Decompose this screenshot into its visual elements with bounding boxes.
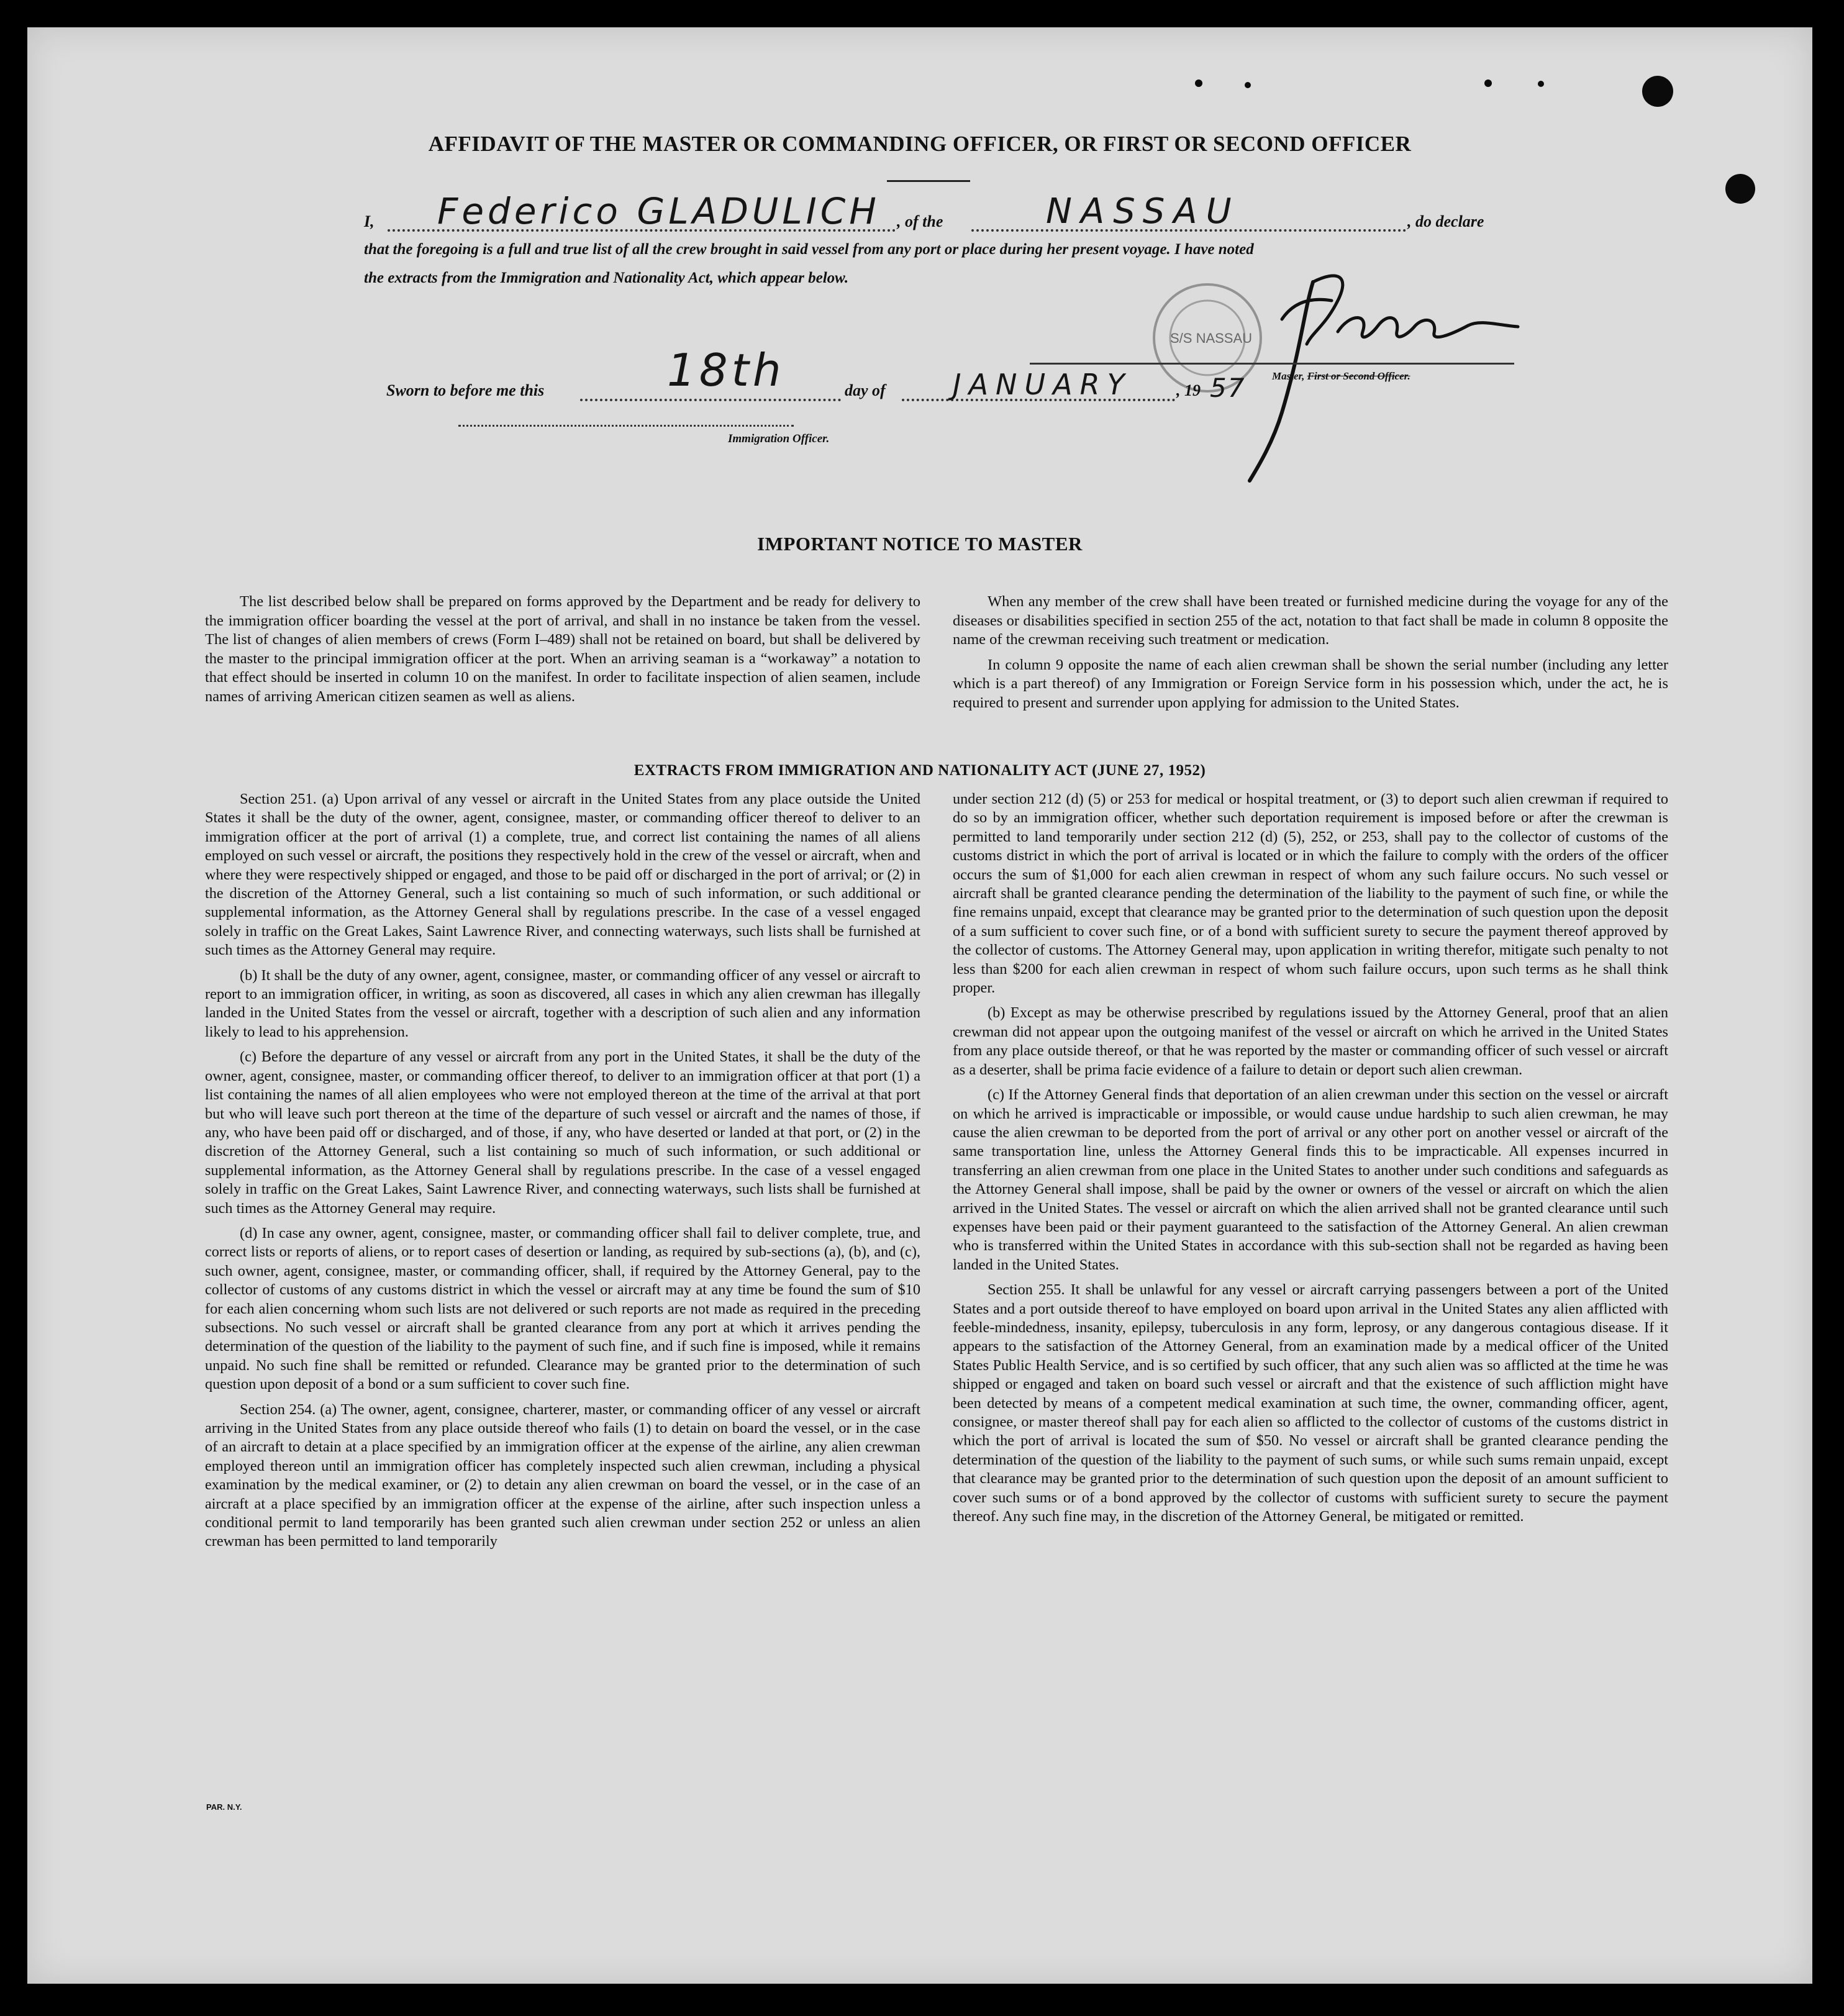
section-251b: (b) It shall be the duty of any owner, agent, consignee, master, or commanding officer of any vessel or aircraft to report to an immigration officer, in writing, as soon as discovered, all cases in which any alien crewman has illegally landed in the United States from the vessel or aircraft, together with a description of such alien and any information likely to lead to his apprehension. xyxy=(205,966,920,1040)
speck-mark xyxy=(1484,79,1492,87)
day-of-label: day of xyxy=(845,381,886,399)
struck-officer-text: First or Second Officer. xyxy=(1307,370,1410,382)
extracts-title: EXTRACTS FROM IMMIGRATION AND NATIONALITY ACT (JUNE 27, 1952) xyxy=(634,762,1206,779)
punch-hole xyxy=(1642,76,1673,107)
master-signature-line xyxy=(1030,363,1514,365)
of-the-label: , of the xyxy=(897,212,943,230)
notice-right-column xyxy=(953,593,1668,719)
section-254a-continued: under section 212 (d) (5) or 253 for medical or hospital treatment, or (3) to deport such alien crewman if required to do so by an immigration officer, whether such deportation requirement is imposed before or after the crewman is permitted to land temporarily under section 212 (d) (5), 252, or 253, shall pay to the collector of customs of the customs district in which the port of arrival is located or in which the failure to comply with the orders of the officer occurs the sum of $1,000 for each alien crewman in respect of whom any such failure occurs. No such vessel or aircraft shall be granted clearance pending the determination of the liability to the payment of such fine, or while the fine remains unpaid, except that clearance may be granted prior to the determination of such question upon the deposit of a sum sufficient to cover such fine, or of a bond with sufficient surety to secure the payment thereof approved by the collector of customs. The Attorney General may, upon application in writing therefor, mitigate such penalty to not less than $200 for each alien crewman in respect of whom such failure occurs, upon such terms as he shall think proper. xyxy=(953,791,1668,997)
sworn-month-handwritten: JANUARY xyxy=(953,368,1132,401)
stamp-text: S/S NASSAU xyxy=(1170,330,1253,346)
punch-hole xyxy=(1725,174,1755,204)
notice-left-paragraph: The list described below shall be prepared on forms approved by the Department and be ready for delivery to the immigration officer boarding the vessel at the port of arrival, and shall in no instance be taken from the vessel. The list of changes of alien members of crews (Form I–489) shall not be retained on board, but shall be delivered by the master to the principal immigration officer at the port. When an arriving seaman is a “workaway” a notation to that effect should be inserted in column 10 on the manifest. In order to facilitate inspection of alien seamen, include names of arriving American citizen seamen as well as aliens. xyxy=(205,593,920,705)
notice-right-paragraph-2: In column 9 opposite the name of each alien crewman shall be shown the serial number (including any letter which is a part thereof) of any Immigration or Foreign Service form in his possession which, under the act, he is required to present and surrender upon applying for admission to the United States. xyxy=(953,656,1668,711)
sworn-day-line xyxy=(580,399,841,401)
section-254b: (b) Except as may be otherwise prescribed by regulations issued by the Attorney General, proof that an alien crewman did not appear upon the outgoing manifest of the vessel or aircraft on which he arrived in the United States from any place outside thereof, or that he was reported by the master or commanding officer of such vessel or aircraft as a deserter, shall be prima facie evidence of a failure to detain or deport such alien crewman. xyxy=(953,1004,1668,1078)
year-prefix: , 19 xyxy=(1176,381,1201,399)
document-page xyxy=(27,27,1812,1984)
section-251c: (c) Before the departure of any vessel or aircraft from any port in the United States, it shall be the duty of the owner, agent, consignee, master, or commanding officer thereof, to deliver to an immigration officer at that port (1) a list containing the names of all alien employees who were not employed thereon at the time of the arrival at that port but who will leave such port thereon at the time of the departure of such vessel or aircraft and the names of those, if any, who have been paid off or discharged, and of those, if any, who have deserted or landed at that port, or (2) in the discretion of the Attorney General, such a list containing so much of such information, or such additional or supplemental information, as the Attorney General shall by regulations prescribe. In the case of a vessel engaged solely in traffic on the Great Lakes, Saint Lawrence River, and connecting waterways, such lists shall be furnished at such times as the Attorney General may require. xyxy=(205,1048,920,1217)
statement-line-2: the extracts from the Immigration and Nationality Act, which appear below. xyxy=(364,270,849,286)
notice-left-column xyxy=(205,593,920,713)
section-251a: Section 251. (a) Upon arrival of any vessel or aircraft in the United States from any place outside the United States it shall be the duty of the owner, agent, consignee, master, or commanding officer thereof to deliver to an immigration officer at the port of arrival (1) a complete, true, and correct list containing the names of all aliens employed on such vessel or aircraft, the positions they respectively hold in the crew of the vessel or aircraft, when and where they were respectively shipped or engaged, and those to be paid off or discharged in the port of arrival; or (2) in the discretion of the Attorney General, such a list containing so much of such information, or such additional or supplemental information, as the Attorney General shall by regulations prescribe. In the case of a vessel engaged solely in traffic on the Great Lakes, Saint Lawrence River, and connecting waterways, such lists shall be furnished at such times as the Attorney General may require. xyxy=(205,791,920,959)
title-rule xyxy=(887,180,970,182)
affidavit-title: AFFIDAVIT OF THE MASTER OR COMMANDING OFFICER, OR FIRST OR SECOND OFFICER xyxy=(428,132,1412,156)
extracts-left-column xyxy=(205,790,920,1558)
year-suffix-handwritten: 57 xyxy=(1210,373,1246,403)
speck-mark xyxy=(1245,82,1251,88)
sworn-label: Sworn to before me this xyxy=(386,381,545,399)
i-label: I, xyxy=(364,212,375,230)
statement-line-1: that the foregoing is a full and true list of all the crew brought in said vessel from any port or place during her present voyage. I have noted xyxy=(364,241,1254,258)
section-251d: (d) In case any owner, agent, consignee, master, or commanding officer shall fail to deliver complete, true, and correct lists or reports of aliens, or to report cases of desertion or landing, as required by sub-sections (a), (b), and (c), such owner, agent, consignee, master, or commanding officer, shall, if required by the Attorney General, pay to the collector of customs of any customs district in which the vessel or aircraft may at any time be found the sum of $10 for each alien concerning whom such lists are not delivered or such reports are not made as required in the preceding subsections. No such vessel or aircraft shall be granted clearance from any port at which it arrives pending the determination of the question of the liability to the payment of such fine, and if such fine is imposed, while it remains unpaid. No such fine shall be remitted or refunded. Clearance may be granted prior to the determination of such question upon deposit of a bond or a sum sufficient to cover such fine. xyxy=(205,1224,920,1393)
sworn-day-handwritten: 18th xyxy=(667,344,785,396)
section-254a: Section 254. (a) The owner, agent, consignee, charterer, master, or commanding officer of any vessel or aircraft arriving in the United States from any place outside thereof who fails (1) to detain on board the vessel, or in the case of an aircraft to detain at a place specified by an immigration officer at the expense of the airline, any alien crewman employed thereon until an immigration officer has completely inspected such alien crewman, including a physical examination by the medical examiner, or (2) to detain any alien crewman on board the vessel, or in the case of an aircraft at a place specified by an immigration officer at the expense of the airline, after such inspection unless a conditional permit to land temporarily has been granted such alien crewman under section 252 or unless an alien crewman has been permitted to land temporarily xyxy=(205,1401,920,1550)
master-label-text: Master, xyxy=(1272,370,1305,382)
notice-title: IMPORTANT NOTICE TO MASTER xyxy=(757,533,1083,555)
extracts-right-column xyxy=(953,790,1668,1532)
immigration-officer-label: Immigration Officer. xyxy=(728,432,830,445)
speck-mark xyxy=(1195,79,1202,87)
section-254c: (c) If the Attorney General finds that deportation of an alien crewman under this section on the vessel or aircraft on which he arrived is impracticable or impossible, or would cause undue hardship to such alien crewman, he may cause the alien crewman to be deported from the port of arrival or any other port on another vessel or aircraft of the same transportation line, unless the Attorney General finds this to be impracticable. All expenses incurred in transferring an alien crewman from one place in the United States to another under such conditions and safeguards as the Attorney General shall impose, shall be paid by the owner or owners of the vessel or aircraft on which the alien arrived in the United States. The vessel or aircraft on which the alien arrived shall not be granted clearance until such expenses have been paid or their payment guaranteed to the satisfaction of the Attorney General. An alien crewman who is transferred within the United States in accordance with this sub-section shall not be regarded as having been landed in the United States. xyxy=(953,1086,1668,1273)
declare-label: , do declare xyxy=(1407,212,1484,230)
speck-mark xyxy=(1538,81,1544,87)
master-label xyxy=(1272,370,1410,383)
section-255: Section 255. It shall be unlawful for any vessel or aircraft carrying passengers between a port of the United States and a port outside thereof to have employed on board upon arrival in the United States any alien afflicted with feeble-mindedness, insanity, epilepsy, tuberculosis in any form, leprosy, or any dangerous contagious disease. If it appears to the satisfaction of the Attorney General, from an examination made by a medical officer of the United States Public Health Service, and is so certified by such officer, that any such alien was so afflicted at the time he was shipped or engaged and taken on board such vessel or aircraft and that the existence of such affliction might have been detected by means of a competent medical examination at such time, the owner, commanding officer, agent, consignee, or master thereof shall pay for each alien so afflicted to the collector of customs of the customs district in which the port of arrival is located the sum of $50. No vessel or aircraft shall be granted clearance pending the determination of the question of the liability to the payment of such sums, or while such sums remain unpaid, except that clearance may be granted prior to the determination of such question upon the deposit of an amount sufficient to cover such sums or of a bond approved by the collector of customs with sufficient surety to secure the payment thereof. Any such fine may, in the discretion of the Attorney General, be mitigated or remitted. xyxy=(953,1281,1668,1525)
notice-right-paragraph-1: When any member of the crew shall have been treated or furnished medicine during the voyage for any of the diseases or disabilities specified in section 255 of the act, notation to that fact shall be made in column 8 opposite the name of the crewman receiving such treatment or medication. xyxy=(953,593,1668,648)
vessel-name-handwritten: NASSAU xyxy=(1046,191,1240,232)
footer-code: PAR. N.Y. xyxy=(206,1802,242,1812)
immigration-officer-line xyxy=(458,425,794,427)
officer-name-handwritten: Federico GLADULICH xyxy=(437,190,880,232)
